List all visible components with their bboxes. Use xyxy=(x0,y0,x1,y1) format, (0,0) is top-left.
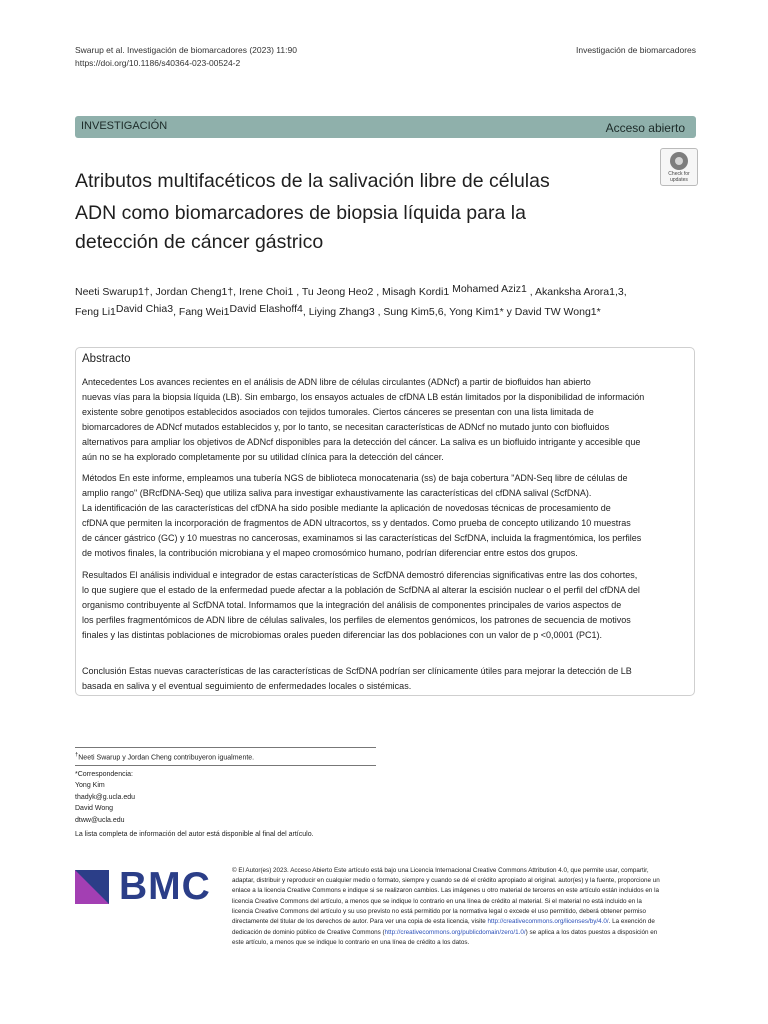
author-names[interactable]: Mohamed Aziz1 xyxy=(452,283,527,295)
license-text: directamente del titular de los derechos de autor. Para ver una copia de esta licencia, visite xyxy=(232,918,488,925)
abstract-line: los perfiles fragmentómicos de ADN libre de células salivales, los perfiles de elementos genómicos, los patrones de secuencia de motivos xyxy=(82,615,631,625)
author-names[interactable]: , Misagh Kordi1 xyxy=(376,286,450,298)
license-line: © El Autor(es) 2023. Acceso Abierto Este artículo está bajo una Licencia Internacional Creative Commons Attribution 4.0, que permite usar, compartir, xyxy=(232,867,649,874)
author-names[interactable]: , Fang Wei1 xyxy=(173,306,230,318)
license-line: licencia Creative Commons del artículo y su uso previsto no está permitido por la normativa legal o excede el uso permitido, deberá obtener permiso xyxy=(232,908,647,915)
abstract-line: de cáncer gástrico (GC) y 10 muestras no cancerosas, examinamos si las características del ScfDNA, incluida la fragmentómica, los perfiles xyxy=(82,533,642,543)
correspondent-name: David Wong xyxy=(75,805,114,812)
author-names[interactable]: Neeti Swarup1†, Jordan Cheng1†, Irene Choi1 xyxy=(75,286,294,298)
license-text: dedicación de dominio público de Creative Commons ( xyxy=(232,929,385,936)
section-label: INVESTIGACIÓN xyxy=(81,120,168,132)
abstract-line: Métodos En este informe, empleamos una tubería NGS de biblioteca monocatenaria (ss) de baja cobertura "ADN-Seq libre de células de xyxy=(82,473,628,483)
license-line: licencia Creative Commons del artículo, a menos que se indique lo contrario en una línea de crédito al material. Si el material no está incluido en la xyxy=(232,898,642,905)
correspondent-email[interactable]: dtww@ucla.edu xyxy=(75,817,125,824)
equal-contribution-text: Neeti Swarup y Jordan Cheng contribuyeron igualmente. xyxy=(78,754,255,762)
footnote-divider xyxy=(75,747,376,748)
abstract-line: cfDNA que permiten la incorporación de fragmentos de ADN ultracortos, ss y dentados. Como prueba de concepto utilizando 10 muestras xyxy=(82,518,631,528)
cc-by-license-link[interactable]: http://creativecommons.org/licenses/by/4.0/ xyxy=(487,918,609,925)
abstract-line: La identificación de las características del cfDNA ha sido posible mediante la aplicación de novedosas técnicas de procesamiento de xyxy=(82,503,611,513)
abstract-line: Resultados El análisis individual e integrador de estas características de ScfDNA demostró diferencias significativas entre las dos cohortes, xyxy=(82,570,638,580)
journal-name: Investigación de biomarcadores xyxy=(575,45,696,55)
section-banner xyxy=(75,116,696,138)
license-text: . La exención de xyxy=(608,918,655,925)
article-title-line1: Atributos multifacéticos de la salivación libre de células xyxy=(75,170,550,192)
license-line: este artículo, a menos que se indique lo contrario en una línea de crédito a los datos. xyxy=(232,939,470,946)
abstract-line: Conclusión Estas nuevas características de las características de ScfDNA podrían ser clínicamente útiles para mejorar la detección de LB xyxy=(82,666,632,676)
author-line-1 xyxy=(75,283,627,298)
abstract-line: existente sobre genotipos establecidos asociados con tejidos tumorales. Ciertos cánceres se presentan con una lista limitada de xyxy=(82,407,594,417)
license-line: enlace a la licencia Creative Commons e indique si se realizaron cambios. Las imágenes u otro material de terceros en este artículo están incluidos en la xyxy=(232,887,660,894)
abstract-line: nuevas vías para la biopsia líquida (LB). Sin embargo, los ensayos actuales de cfDNA LB están limitados por la disponibilidad de información xyxy=(82,392,645,402)
abstract-line: aún no se ha explorado completamente por su utilidad clínica para la detección del cáncer. xyxy=(82,452,444,462)
dagger-mark: † xyxy=(75,752,79,758)
abstract-line: basada en saliva y el eventual seguimiento de enfermedades locales o sistémicas. xyxy=(82,681,412,691)
bmc-logo-text: BMC xyxy=(119,865,211,908)
author-names[interactable]: , Liying Zhang3 , Sung Kim5,6, Yong Kim1* y David TW Wong1* xyxy=(302,306,601,318)
correspondent-email[interactable]: thadyk@g.ucla.edu xyxy=(75,794,136,801)
author-line-2 xyxy=(75,303,601,318)
license-line: adaptar, distribuir y reproducir en cualquier medio o formato, siempre y cuando se dé el crédito apropiado al original. autor(es) y la fuente, proporcione un xyxy=(232,877,660,884)
author-names[interactable]: David Chia3 xyxy=(115,303,174,315)
abstract-line: de motivos finales, la contribución microbiana y el mapeo cromosómico humano, podrían diferenciar entre estos dos grupos. xyxy=(82,548,578,558)
citation-line: Swarup et al. Investigación de biomarcadores (2023) 11:90 xyxy=(75,45,297,55)
author-names[interactable]: , Tu Jeong Heo2 xyxy=(296,286,374,298)
author-names[interactable]: Feng Li1 xyxy=(75,306,116,318)
abstract-line: amplio rango" (BRcfDNA-Seq) que utiliza saliva para investigar exhaustivamente las características del cfDNA salival (ScfDNA). xyxy=(82,488,592,498)
footnote-divider xyxy=(75,765,376,766)
abstract-line: biomarcadores de ADNcf mutados establecidos y, por lo tanto, se necesitan características de ADNcf no mutado junto con biofluidos xyxy=(82,422,610,432)
check-updates-line1: Check for xyxy=(668,171,690,177)
license-text: ) se aplica a los datos puestos a disposición en xyxy=(525,929,658,936)
license-line xyxy=(232,928,657,938)
article-title-line3: detección de cáncer gástrico xyxy=(75,231,324,253)
update-icon xyxy=(670,152,688,170)
author-names[interactable]: David Elashoff4 xyxy=(229,303,303,315)
cc-zero-link[interactable]: http://creativecommons.org/publicdomain/zero/1.0/ xyxy=(384,929,526,936)
doi-link[interactable]: https://doi.org/10.1186/s40364-023-00524-2 xyxy=(75,58,241,68)
abstract-line: finales y las distintas poblaciones de microbiomas orales pueden diferenciar las dos poblaciones con un valor de p <0,0001 (PC1). xyxy=(82,630,603,640)
open-access-label: Acceso abierto xyxy=(605,121,685,135)
abstract-heading: Abstracto xyxy=(82,353,131,365)
article-title-line2: ADN como biomarcadores de biopsia líquida para la xyxy=(75,202,526,224)
license-line xyxy=(232,917,655,927)
check-for-updates-button[interactable] xyxy=(660,148,698,186)
bmc-logo-mark xyxy=(75,870,109,904)
equal-contribution-note xyxy=(75,750,254,764)
abstract-line: Antecedentes Los avances recientes en el análisis de ADN libre de células circulantes (ADNcf) a partir de biofluidos han abierto xyxy=(82,377,591,387)
author-info-note: La lista completa de información del autor está disponible al final del artículo. xyxy=(75,831,314,838)
correspondent-name: Yong Kim xyxy=(75,782,105,789)
abstract-line: lo que sugiere que el estado de la enfermedad puede afectar a la población de ScfDNA al alterar la escisión nuclear o el perfil del cfDNA del xyxy=(82,585,640,595)
abstract-line: alternativos para ampliar los objetivos de ADNcf disponibles para la detección del cáncer. La saliva es un biofluido intrigante y accesible que xyxy=(82,437,641,447)
correspondence-label: *Correspondencia: xyxy=(75,771,133,778)
check-updates-line2: updates xyxy=(670,177,688,183)
abstract-line: organismo contribuyente al ScfDNA total. Informamos que la integración del análisis de componentes principales de varios aspectos de xyxy=(82,600,622,610)
author-names[interactable]: , Akanksha Arora1,3, xyxy=(529,286,627,298)
